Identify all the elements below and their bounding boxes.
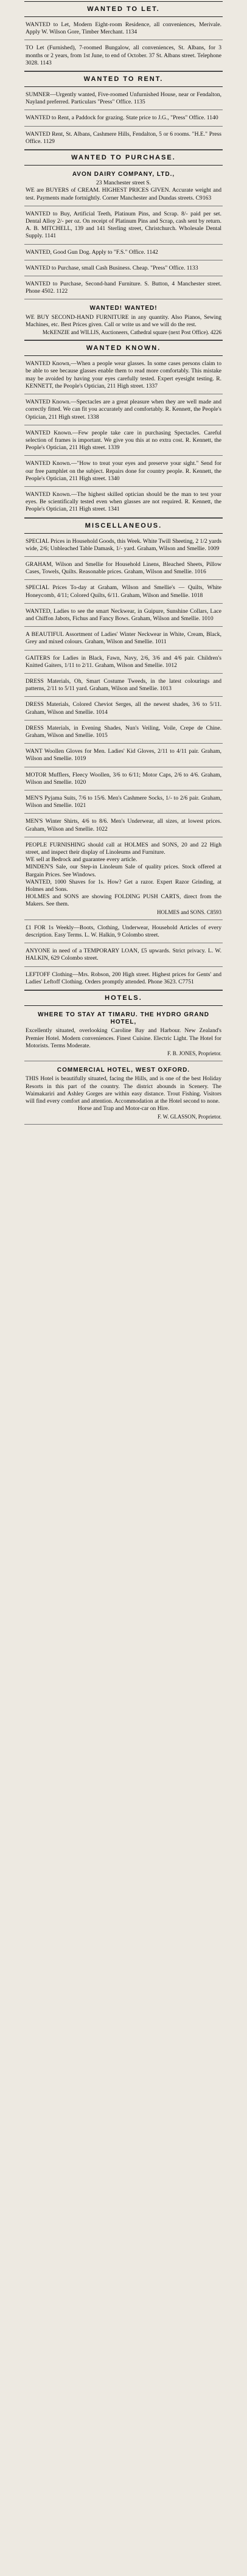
avon-dairy-ad	[24, 166, 223, 206]
classified-ad: MEN'S Pyjama Suits, 7/6 to 15/6. Men's Cashmere Socks, 1/- to 2/6 pair. Graham, Wilson and Smellie. 1021	[24, 791, 223, 814]
classified-ad: DRESS Materials, in Evening Shades, Nun's Veiling, Voile, Crepe de Chine. Graham, Wilson and Smellie. 1015	[24, 721, 223, 744]
ad-paragraph: PEOPLE FURNISHING should call at HOLMES and SONS, 20 and 22 High street, and inspect their display of Linoleums and Furniture.	[26, 841, 221, 856]
ad-signature: McKENZIE and WILLIS, Auctioneers, Cathedral square (next Post Office). 4226	[42, 329, 221, 336]
classified-ad: GRAHAM, Wilson and Smellie for Household Linens, Bleached Sheets, Pillow Cases, Towels, Quilts. Reasonable prices. Graham, Wilson and Smellie. 1016	[24, 557, 223, 580]
classified-ad: MEN'S Winter Shirts, 4/6 to 8/6. Men's Underwear, all sizes, at lowest prices. Graham, Wilson and Smellie. 1022	[24, 814, 223, 837]
ad-title: COMMERCIAL HOTEL, WEST OXFORD.	[57, 1067, 190, 1074]
section-heading-wanted-to-purchase: WANTED TO PURCHASE.	[24, 150, 223, 166]
classified-ad: TO Let (Furnished), 7-roomed Bungalow, all conveniences, St. Albans, for 3 months or 2 years, from 1st June, to end of October. 37 St. Albans street. Telephone 3028. 1143	[24, 40, 223, 71]
advertisement-column	[24, 0, 223, 1125]
ad-title: WHERE TO STAY AT TIMARU. THE HYDRO GRAND HOTEL,	[38, 1011, 209, 1026]
ad-body: THIS Hotel is beautifully situated, facing the Hills, and is one of the best Holiday Resorts in this part of the country. The district abounds in Scenery. The Waimakariri and Ashley Gorges are within easy distance. Trout Fishing. Visitors will find every comfort and attention. Accommodation at the Hotel second to none.	[26, 1075, 221, 1105]
section-heading-wanted-to-let: WANTED TO LET.	[24, 1, 223, 17]
hydro-grand-hotel-ad	[24, 1006, 223, 1061]
classified-ad: SPECIAL Prices To-day at Graham, Wilson and Smellie's — Quilts, White Honeycomb, 4/11; Colored Quilts, 6/11. Graham, Wilson and Smellie. 1018	[24, 580, 223, 603]
classified-ad: DRESS Materials, Colored Cheviot Serges, all the newest shades, 3/6 to 5/11. Graham, Wilson and Smellie. 1014	[24, 697, 223, 720]
ad-body: WE BUY SECOND-HAND FURNITURE in any quantity. Also Pianos, Sewing Machines, etc. Best Prices given. Call or write us and we will do the rest.	[26, 313, 221, 328]
classified-ad: WANTED Known.—Spectacles are a great pleasure when they are well made and correctly fitted. We can fit you accurately and comfortably. R. Kennett, the People's Optician, 211 High street. 1338	[24, 394, 223, 425]
ad-title: AVON DAIRY COMPANY, LTD.,	[72, 171, 175, 178]
classified-ad: WANTED Known.—The highest skilled optician should be the man to test your eyes. Be scientifically tested even when glasses are not required. R. Kennett, the People's Optician, 211 High street. 1341	[24, 487, 223, 518]
classified-ad: WANTED, Ladies to see the smart Neckwear, in Guipure, Sunshine Collars, Lace and Chiffon Jabots, Fichus and Fancy Bows. Graham, Wilson and Smellie. 1010	[24, 604, 223, 627]
ad-address: 23 Manchester street S.	[96, 180, 151, 187]
ad-signature: F. B. JONES, Proprietor.	[167, 1050, 221, 1057]
classified-ad: WANTED Known.—"How to treat your eyes and preserve your sight." Send for our free pamphlet on the subject. Repairs done for country people. R. Kennett, the People's Optician, 211 High street. 1340	[24, 456, 223, 487]
section-heading-wanted-known: WANTED KNOWN.	[24, 340, 223, 356]
classified-ad: SUMNER—Urgently wanted, Five-roomed Unfurnished House, near or Fendalton, Nayland preferred. Particulars "Press" Office. 1135	[24, 87, 223, 110]
classified-ad: WANT Woollen Gloves for Men. Ladies' Kid Gloves, 2/11 to 4/11 pair. Graham, Wilson and Smellie. 1019	[24, 744, 223, 767]
section-heading-miscellaneous: MISCELLANEOUS.	[24, 518, 223, 534]
section-heading-wanted-to-rent: WANTED TO RENT.	[24, 71, 223, 87]
classified-ad: A BEAUTIFUL Assortment of Ladies' Winter Neckwear in White, Cream, Black, Grey and mixed colours. Graham, Wilson and Smellie. 1011	[24, 627, 223, 650]
ad-note: Horse and Trap and Motor-car on Hire.	[77, 1105, 170, 1112]
ad-paragraph: MINDEN'S Sale, our Step-in Linoleum Sale of quality prices. Stock offered at Bargain Prices. See Windows.	[26, 864, 221, 878]
ad-body: Excellently situated, overlooking Caroline Bay and Harbour. New Zealand's Premier Hotel. Modern conveniences. Finest Cuisine. Electric Light. The Hotel for Motorists. Terms Moderate.	[26, 1027, 221, 1049]
classified-ad: WANTED to Rent, a Paddock for grazing. State price to J.G., "Press" Office. 1140	[24, 110, 223, 126]
ad-signature: F. W. GLASSON, Proprietor.	[157, 1113, 221, 1120]
ad-body: WE are BUYERS of CREAM. HIGHEST PRICES GIVEN. Accurate weight and test. Payments made fortnightly. Corner Manchester and Dundas streets. C9163	[26, 187, 221, 201]
classified-ad: MOTOR Mufflers, Fleecy Woollen, 3/6 to 6/11; Motor Caps, 2/6 to 4/6. Graham, Wilson and Smellie. 1020	[24, 767, 223, 791]
section-heading-hotels: HOTELS.	[24, 990, 223, 1006]
classified-ad: DRESS Materials, Oh, Smart Costume Tweeds, in the latest colourings and patterns, 2/11 to 5/11 yard. Graham, Wilson and Smellie. 1013	[24, 674, 223, 697]
classified-ad: WANTED Known,—When a people wear glasses. In some cases persons claim to be able to see because glasses enable them to read more comfortably. This mistake may be avoided by having your eyes carefully tested. Expert eyesight testing. R. KENNETT, the People's Optician, 211 High street. 1337	[24, 356, 223, 394]
commercial-hotel-ad	[24, 1061, 223, 1124]
classified-ad: £1 FOR 1s Weekly—Boots, Clothing, Underwear, Household Articles of every description. Easy Terms. L. W. Halkin, 9 Colombo street.	[24, 920, 223, 943]
classified-ad: WANTED to Purchase, Second-hand Furniture. S. Button, 4 Manchester street. Phone 4502. 1122	[24, 276, 223, 299]
classified-ad: ANYONE in need of a TEMPORARY LOAN, £5 upwards. Strict privacy. L. W. HALKIN, 629 Colombo street.	[24, 943, 223, 966]
holmes-and-sons-ad	[24, 837, 223, 920]
furniture-buyer-ad	[24, 299, 223, 340]
ad-paragraph: WE sell at Bedrock and guarantee every article.	[26, 856, 137, 864]
classified-ad: WANTED to Purchase, small Cash Business. Cheap. "Press" Office. 1133	[24, 260, 223, 276]
ad-signature: HOLMES and SONS. C8593	[156, 909, 221, 915]
classified-ad: WANTED to Buy, Artificial Teeth, Platinum Pins, and Scrap. 8/- paid per set. Dental Alloy 2/- per oz. On receipt of Platinum Pins and Scrap, cash sent by return. A. B. MITCHELL, 139 and 141 Sterling street, Christchurch. Wholesale Dental Supply. 1141	[24, 206, 223, 245]
classified-ad: GAITERS for Ladies in Black, Fawn, Navy, 2/6, 3/6 and 4/6 pair. Children's Knitted Gaiters, 1/11 to 2/11. Graham, Wilson and Smellie. 1012	[24, 651, 223, 674]
classified-ad: SPECIAL Prices in Household Goods, this Week. White Twill Sheeting, 2 1/2 yards wide, 2/6; Unbleached Table Damask, 1/- yard. Graham, Wilson and Smellie. 1009	[24, 534, 223, 557]
classified-ad: WANTED Rent, St. Albans, Cashmere Hills, Fendalton, 5 or 6 rooms. "H.E." Press Office. 1129	[24, 127, 223, 150]
classified-ad: WANTED, Good Gun Dog. Apply to "F.S." Office. 1142	[24, 245, 223, 260]
classified-ad: WANTED to Let, Modern Eight-room Residence, all conveniences, Merivale. Apply W. Wilson Gore, Timber Merchant. 1134	[24, 17, 223, 40]
ad-paragraph: WANTED, 1000 Shaves for 1s. How? Get a razor. Expert Razor Grinding, at Holmes and Sons.	[26, 878, 221, 893]
ad-title: WANTED! WANTED!	[89, 305, 158, 312]
classified-ad: LEFTOFF Clothing—Mrs. Robson, 200 High street. Highest prices for Gents' and Ladies' Leftoff Clothing. Orders promptly attended. Phone 3623. C7751	[24, 967, 223, 990]
ad-paragraph: HOLMES and SONS are showing FOLDING PUSH CARTS, direct from the Makers. See them.	[26, 893, 221, 908]
classified-ad: WANTED Known.—Few people take care in purchasing Spectacles. Careful selection of frames is important. We give you this at no extra cost. R. Kennett, the People's Optician, 211 High street. 1339	[24, 425, 223, 456]
